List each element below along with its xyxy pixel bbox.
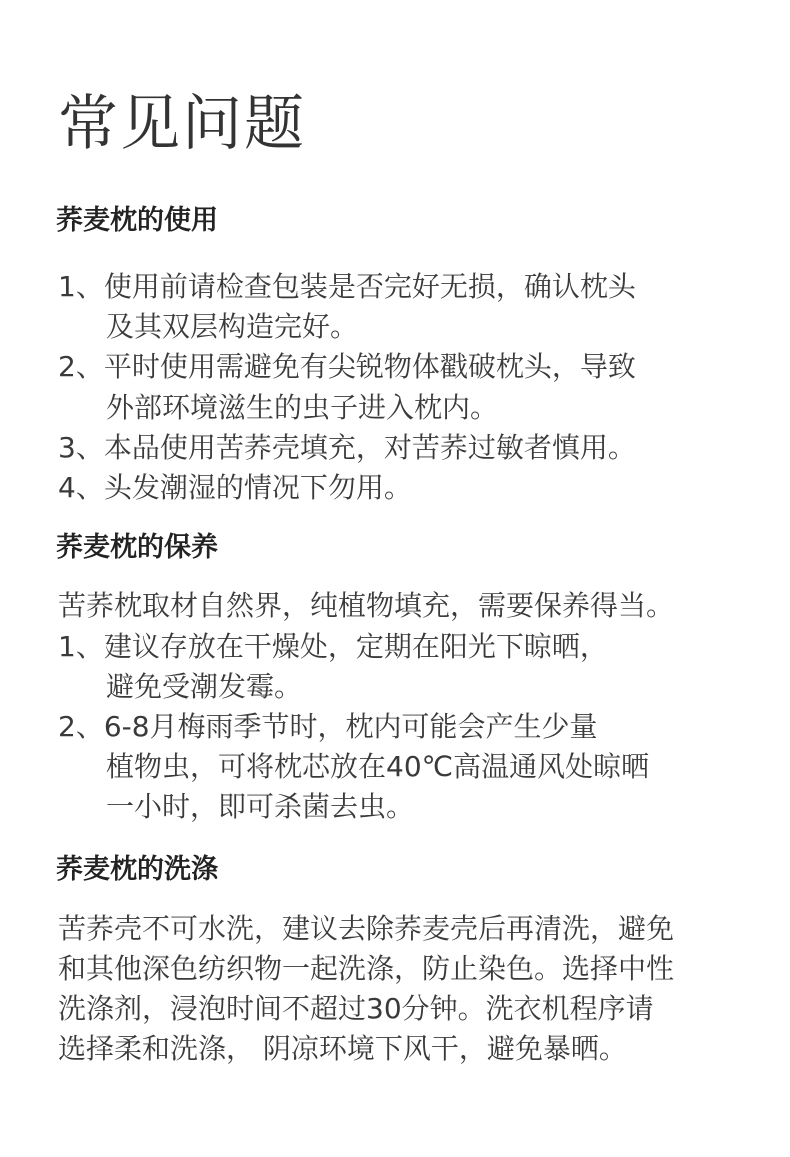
washing-line-3: 洗涤剂，浸泡时间不超过30分钟。洗衣机程序请 [58, 992, 654, 1025]
usage-line-5: 3、本品使用苦荞壳填充，对苦荞过敏者慎用。 [58, 431, 636, 464]
usage-line-3: 2、平时使用需避免有尖锐物体戳破枕头，导致 [58, 350, 636, 383]
washing-line-4: 选择柔和洗涤， 阴凉环境下风干，避免暴晒。 [58, 1032, 627, 1065]
maintenance-line-6: 一小时，即可杀菌去虫。 [106, 790, 415, 823]
section-heading-maintenance: 荞麦枕的保养 [56, 532, 218, 563]
washing-line-1: 苦荞壳不可水洗，建议去除荞麦壳后再清洗，避免 [58, 912, 675, 945]
maintenance-line-5: 植物虫，可将枕芯放在40℃高温通风处晾晒 [106, 750, 650, 783]
usage-line-1: 1、使用前请检查包装是否完好无损，确认枕头 [58, 270, 636, 303]
section-heading-usage: 荞麦枕的使用 [56, 205, 218, 236]
maintenance-line-4: 2、6-8月梅雨季节时，枕内可能会产生少量 [58, 710, 598, 743]
maintenance-line-1: 苦荞枕取材自然界，纯植物填充，需要保养得当。 [58, 589, 675, 622]
usage-line-4: 外部环境滋生的虫子进入枕内。 [106, 391, 499, 424]
washing-line-2: 和其他深色纺织物一起洗涤，防止染色。选择中性 [58, 952, 675, 985]
page-title: 常见问题 [58, 89, 306, 159]
usage-line-2: 及其双层构造完好。 [106, 310, 359, 343]
maintenance-line-3: 避免受潮发霉。 [106, 670, 303, 703]
maintenance-line-2: 1、建议存放在干燥处，定期在阳光下晾晒， [58, 630, 608, 663]
usage-line-6: 4、头发潮湿的情况下勿用。 [58, 471, 412, 504]
section-heading-washing: 荞麦枕的洗涤 [56, 854, 218, 885]
